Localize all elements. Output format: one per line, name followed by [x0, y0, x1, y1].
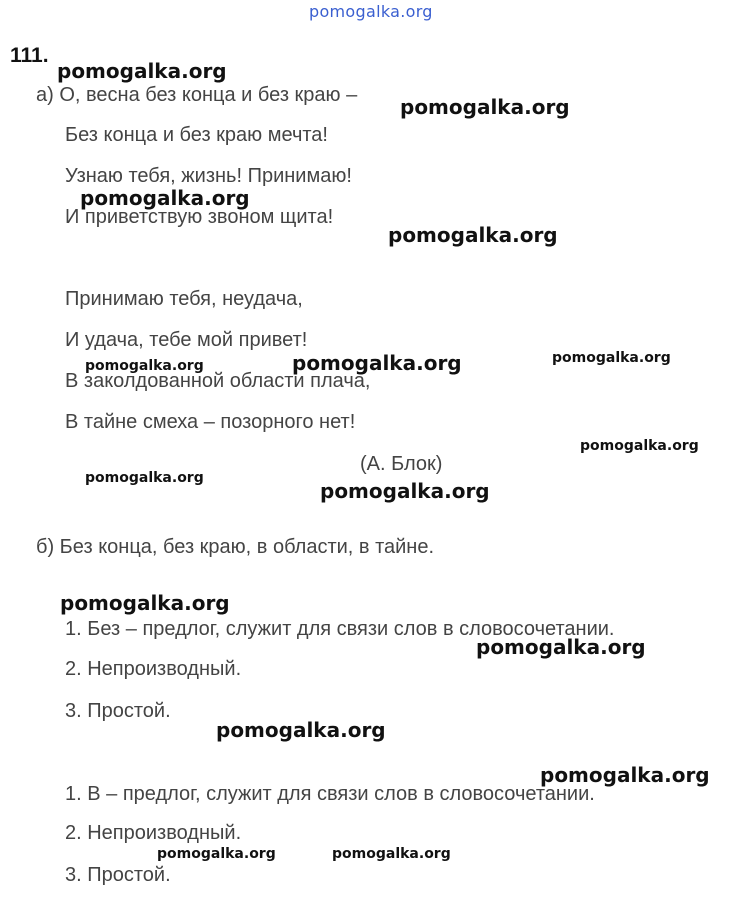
poem-line: Без конца и без краю мечта!: [65, 124, 328, 146]
watermark: pomogalka.org: [85, 470, 204, 486]
analysis-item: 3. Простой.: [65, 700, 171, 722]
poem-line: И удача, тебе мой привет!: [65, 329, 308, 351]
watermark: pomogalka.org: [552, 350, 671, 366]
watermark: pomogalka.org: [292, 351, 462, 375]
task-number: 111.: [10, 44, 49, 67]
analysis-item: 1. Без – предлог, служит для связи слов в словосочетании.: [65, 618, 615, 640]
watermark: pomogalka.org: [57, 59, 227, 83]
watermark: pomogalka.org: [400, 95, 570, 119]
poem-line: Узнаю тебя, жизнь! Принимаю!: [65, 165, 352, 187]
watermark: pomogalka.org: [157, 846, 276, 862]
analysis-item: 1. В – предлог, служит для связи слов в словосочетании.: [65, 783, 595, 805]
poem-line: В заколдованной области плача,: [65, 370, 371, 392]
analysis-item: 2. Непроизводный.: [65, 658, 242, 680]
watermark: pomogalka.org: [332, 846, 451, 862]
poem-line: И приветствую звоном щита!: [65, 206, 334, 228]
poem-author: (А. Блок): [360, 453, 443, 475]
poem-line: В тайне смеха – позорного нет!: [65, 411, 356, 433]
poem-line: а) О, весна без конца и без краю –: [36, 84, 358, 106]
analysis-item: 2. Непроизводный.: [65, 822, 242, 844]
watermark: pomogalka.org: [580, 438, 699, 454]
analysis-item: 3. Простой.: [65, 864, 171, 886]
watermark: pomogalka.org: [216, 718, 386, 742]
header-watermark: pomogalka.org: [309, 2, 433, 21]
part-b-phrases: б) Без конца, без краю, в области, в тайне.: [36, 536, 435, 558]
poem-line: Принимаю тебя, неудача,: [65, 288, 303, 310]
watermark: pomogalka.org: [476, 635, 646, 659]
watermark: pomogalka.org: [320, 479, 490, 503]
watermark: pomogalka.org: [388, 223, 558, 247]
watermark: pomogalka.org: [80, 186, 250, 210]
watermark: pomogalka.org: [540, 763, 710, 787]
watermark: pomogalka.org: [60, 591, 230, 615]
watermark: pomogalka.org: [85, 358, 204, 374]
